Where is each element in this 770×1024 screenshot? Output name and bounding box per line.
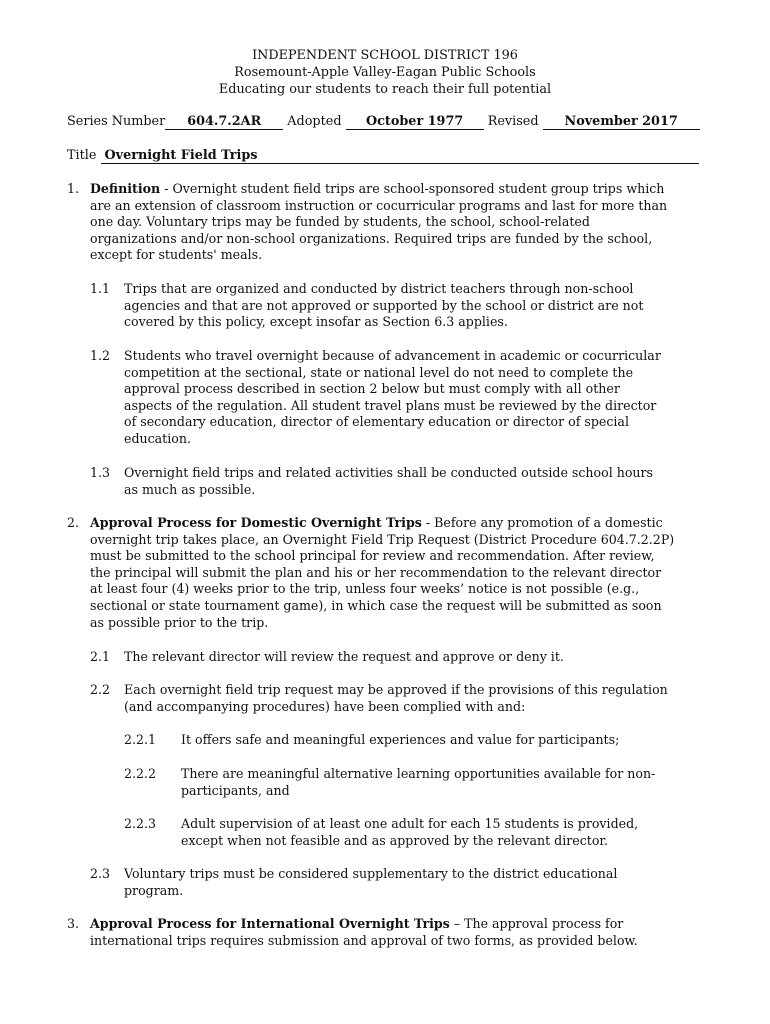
paragraph-line: must be submitted to the school principal for review and recommendation. After review,: [90, 548, 655, 564]
section-number: 3.: [67, 916, 80, 931]
adopted-value: October 1977: [346, 115, 484, 130]
paragraph-line: overnight trip takes place, an Overnight Field Trip Request (District Procedure 604.7.2.2P): [90, 531, 675, 547]
title-value: Overnight Field Trips: [101, 149, 699, 164]
paragraph-line: except when not feasible and as approved by the relevant director.: [181, 832, 609, 848]
paragraph-line: - Overnight student field trips are school-sponsored student group trips which: [160, 181, 665, 196]
series-number-value: 604.7.2AR: [165, 115, 283, 130]
paragraph-line: It offers safe and meaningful experiences and value for participants;: [181, 732, 620, 747]
section-heading: Approval Process for International Overnight Trips: [90, 916, 450, 931]
paragraph-line: the principal will submit the plan and his or her recommendation to the relevant director: [90, 564, 662, 580]
district-motto: Educating our students to reach their full potential: [218, 82, 552, 97]
district-subtitle: Rosemount-Apple Valley-Eagan Public Schools: [234, 65, 536, 80]
section-1-1: [90, 281, 700, 331]
paragraph-line: Students who travel overnight because of advancement in academic or cocurricular: [124, 348, 661, 363]
paragraph-line: (and accompanying procedures) have been complied with and:: [124, 698, 526, 714]
paragraph-line: of secondary education, director of elementary education or director of special: [124, 414, 629, 430]
title-label: Title: [67, 148, 97, 163]
section-number: 2.2.2: [124, 766, 157, 781]
paragraph-line: participants, and: [181, 782, 290, 798]
section-number: 2.2: [90, 682, 111, 697]
paragraph-line: one day. Voluntary trips may be funded by students, the school, school-related: [90, 214, 590, 230]
section-number: 1.2: [90, 348, 111, 363]
section-2-2-2: [124, 766, 704, 799]
paragraph-line: Trips that are organized and conducted by district teachers through non-school: [124, 281, 634, 296]
section-number: 1.1: [90, 281, 111, 296]
paragraph-line: education.: [124, 430, 191, 446]
paragraph-line: approval process described in section 2 below but must comply with all other: [124, 381, 620, 397]
paragraph-line: at least four (4) weeks prior to the trip, unless four weeks’ notice is not possible (e.g.,: [90, 581, 640, 597]
series-info-line: [67, 114, 707, 131]
section-3-international-approval: [67, 916, 707, 949]
section-2-2: [90, 682, 700, 715]
series-number-label: Series Number: [67, 114, 166, 129]
adopted-label: Adopted: [287, 114, 342, 129]
section-number: 2.3: [90, 866, 111, 881]
district-header: [0, 47, 770, 98]
paragraph-line: program.: [124, 882, 184, 898]
section-2-2-3: [124, 816, 704, 849]
paragraph-line: Each overnight field trip request may be approved if the provisions of this regulation: [124, 682, 668, 697]
section-number: 2.1: [90, 649, 111, 664]
paragraph-line: as much as possible.: [124, 481, 256, 497]
section-number: 1.3: [90, 465, 111, 480]
paragraph-line: as possible prior to the trip.: [90, 614, 269, 630]
section-number: 2.: [67, 515, 80, 530]
section-number: 1.: [67, 181, 80, 196]
paragraph-line: covered by this policy, except insofar as Section 6.3 applies.: [124, 314, 508, 330]
section-heading: Definition: [90, 181, 161, 196]
section-2-3: [90, 866, 700, 899]
section-1-3: [90, 465, 700, 498]
section-number: 2.2.1: [124, 732, 157, 747]
district-name: INDEPENDENT SCHOOL DISTRICT 196: [252, 48, 518, 63]
paragraph-line: agencies and that are not approved or supported by the school or district are not: [124, 297, 644, 313]
paragraph-line: except for students' meals.: [90, 247, 263, 263]
title-line: [67, 148, 703, 165]
paragraph-line: Voluntary trips must be considered supplementary to the district educational: [124, 866, 618, 881]
section-1-definition: [67, 181, 707, 264]
revised-value: November 2017: [543, 115, 700, 130]
paragraph-line: – The approval process for: [449, 916, 624, 931]
paragraph-line: - Before any promotion of a domestic: [421, 515, 663, 530]
paragraph-line: There are meaningful alternative learning opportunities available for non-: [181, 766, 656, 781]
section-2-domestic-approval: [67, 515, 707, 631]
paragraph-line: aspects of the regulation. All student travel plans must be reviewed by the director: [124, 397, 657, 413]
paragraph-line: are an extension of classroom instruction or cocurricular programs and last for more than: [90, 197, 668, 213]
paragraph-line: sectional or state tournament game), in which case the request will be submitted as soon: [90, 597, 662, 613]
paragraph-line: international trips requires submission and approval of two forms, as provided below.: [90, 932, 638, 948]
revised-label: Revised: [487, 114, 539, 129]
section-number: 2.2.3: [124, 816, 157, 831]
section-heading: Approval Process for Domestic Overnight Trips: [90, 515, 422, 530]
paragraph-line: competition at the sectional, state or national level do not need to complete the: [124, 364, 634, 380]
paragraph-line: organizations and/or non-school organizations. Required trips are funded by the school,: [90, 230, 653, 246]
paragraph-line: The relevant director will review the request and approve or deny it.: [124, 649, 564, 664]
section-1-2: [90, 348, 700, 448]
section-2-2-1: [124, 732, 704, 749]
section-2-1: [90, 649, 700, 666]
paragraph-line: Adult supervision of at least one adult for each 15 students is provided,: [181, 816, 639, 831]
paragraph-line: Overnight field trips and related activities shall be conducted outside school hours: [124, 465, 654, 480]
